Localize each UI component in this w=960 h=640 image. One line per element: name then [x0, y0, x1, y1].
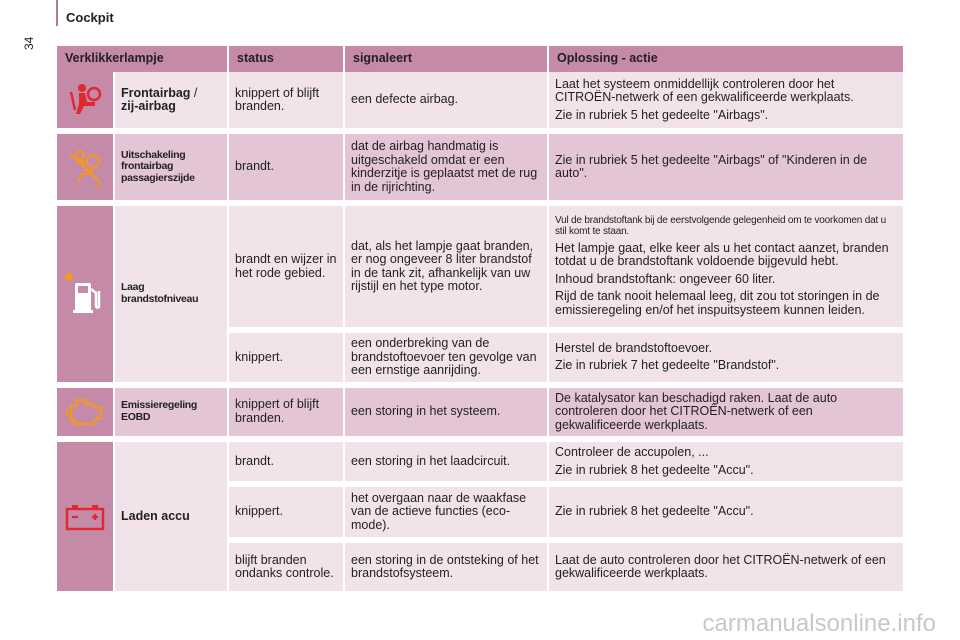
fuel-lamp-cell: [57, 206, 115, 388]
table-row: [57, 388, 903, 443]
battery-lamp-cell: [57, 442, 115, 597]
battery-icon: [63, 501, 107, 533]
action-cell: Controleer de accupolen, ... Zie in rubriek 8 het gedeelte "Accu".: [549, 442, 903, 487]
airbag-lamp-cell: [57, 72, 115, 134]
signal-cell: een storing in het systeem.: [345, 388, 549, 443]
action-cell: Vul de brandstoftank bij de eerstvolgende gelegenheid om te voorkomen dat u stil komt te staan. Het lampje gaat, elke keer als u het contact aanzet, branden totdat u de brandstoftank voldoende bijgevuld hebt. Inhoud brandstoftank: ongeveer 60 liter. Rijd de tank nooit helemaal leeg, dit zou tot storingen in de emissieregeling en/of het inspuitsysteem kunnen leiden.: [549, 206, 903, 333]
passenger-airbag-lamp-cell: [57, 134, 115, 206]
table-row: [57, 442, 903, 487]
passenger-airbag-off-icon: [63, 145, 107, 189]
signal-cell: een onderbreking van de brandstoftoevoer ten gevolge van een ernstige aanrijding.: [345, 333, 549, 388]
page-number: 34: [22, 36, 36, 50]
lamp-name: Laag brandstofniveau: [115, 206, 229, 388]
signal-cell: een storing in het laadcircuit.: [345, 442, 549, 487]
action-cell: Zie in rubriek 5 het gedeelte "Airbags" of "Kinderen in de auto".: [549, 134, 903, 206]
fuel-pump-icon: [63, 269, 107, 319]
watermark: carmanualsonline.info: [702, 610, 936, 637]
warning-lights-table: [57, 46, 903, 597]
signal-cell: dat, als het lampje gaat branden, er nog ongeveer 8 liter brandstof in de tank zit, afhankelijk van uw rijstijl en het type motor.: [345, 206, 549, 333]
status-cell: brandt.: [229, 442, 345, 487]
status-cell: knippert of blijft branden.: [229, 72, 345, 134]
eobd-lamp-cell: [57, 388, 115, 443]
engine-check-icon: [63, 394, 107, 430]
status-cell: knippert of blijft branden.: [229, 388, 345, 443]
status-cell: knippert.: [229, 487, 345, 543]
status-cell: brandt.: [229, 134, 345, 206]
status-cell: knippert.: [229, 333, 345, 388]
lamp-name: Uitschakeling frontairbag passagierszijde: [115, 134, 229, 206]
table-header-row: [57, 46, 903, 72]
airbag-warning-icon: [65, 80, 105, 120]
status-cell: blijft branden ondanks controle.: [229, 543, 345, 597]
svg-text:2: 2: [95, 179, 101, 189]
header-action: Oplossing - actie: [549, 46, 903, 72]
section-marker: [56, 0, 58, 26]
action-cell: Zie in rubriek 8 het gedeelte "Accu".: [549, 487, 903, 543]
header-signal: signaleert: [345, 46, 549, 72]
lamp-name: Emissieregeling EOBD: [115, 388, 229, 443]
action-cell: Laat de auto controleren door het CITROËN-netwerk of een gekwalificeerde werkplaats.: [549, 543, 903, 597]
signal-cell: een defecte airbag.: [345, 72, 549, 134]
signal-cell: dat de airbag handmatig is uitgeschakeld omdat er een kinderzitje is geplaatst met de rug in de rijrichting.: [345, 134, 549, 206]
action-cell: Laat het systeem onmiddellijk controleren door het CITROËN-netwerk of een gekwalificeerde werkplaats. Zie in rubriek 5 het gedeelte "Airbags".: [549, 72, 903, 134]
table-row: [57, 72, 903, 134]
table-row: [57, 206, 903, 333]
action-cell: Herstel de brandstoftoevoer. Zie in rubriek 7 het gedeelte "Brandstof".: [549, 333, 903, 388]
status-cell: brandt en wijzer in het rode gebied.: [229, 206, 345, 333]
lamp-name: Frontairbag / zij-airbag: [115, 72, 229, 134]
signal-cell: het overgaan naar de waakfase van de actieve functies (eco-mode).: [345, 487, 549, 543]
lamp-name: Laden accu: [115, 442, 229, 597]
table-row: [57, 134, 903, 206]
header-lamp: Verklikkerlampje: [57, 46, 229, 72]
header-status: status: [229, 46, 345, 72]
section-title: Cockpit: [66, 10, 114, 25]
action-cell: De katalysator kan beschadigd raken. Laat de auto controleren door het CITROËN-netwerk of een gekwalificeerde werkplaats.: [549, 388, 903, 443]
signal-cell: een storing in de ontsteking of het brandstofsysteem.: [345, 543, 549, 597]
